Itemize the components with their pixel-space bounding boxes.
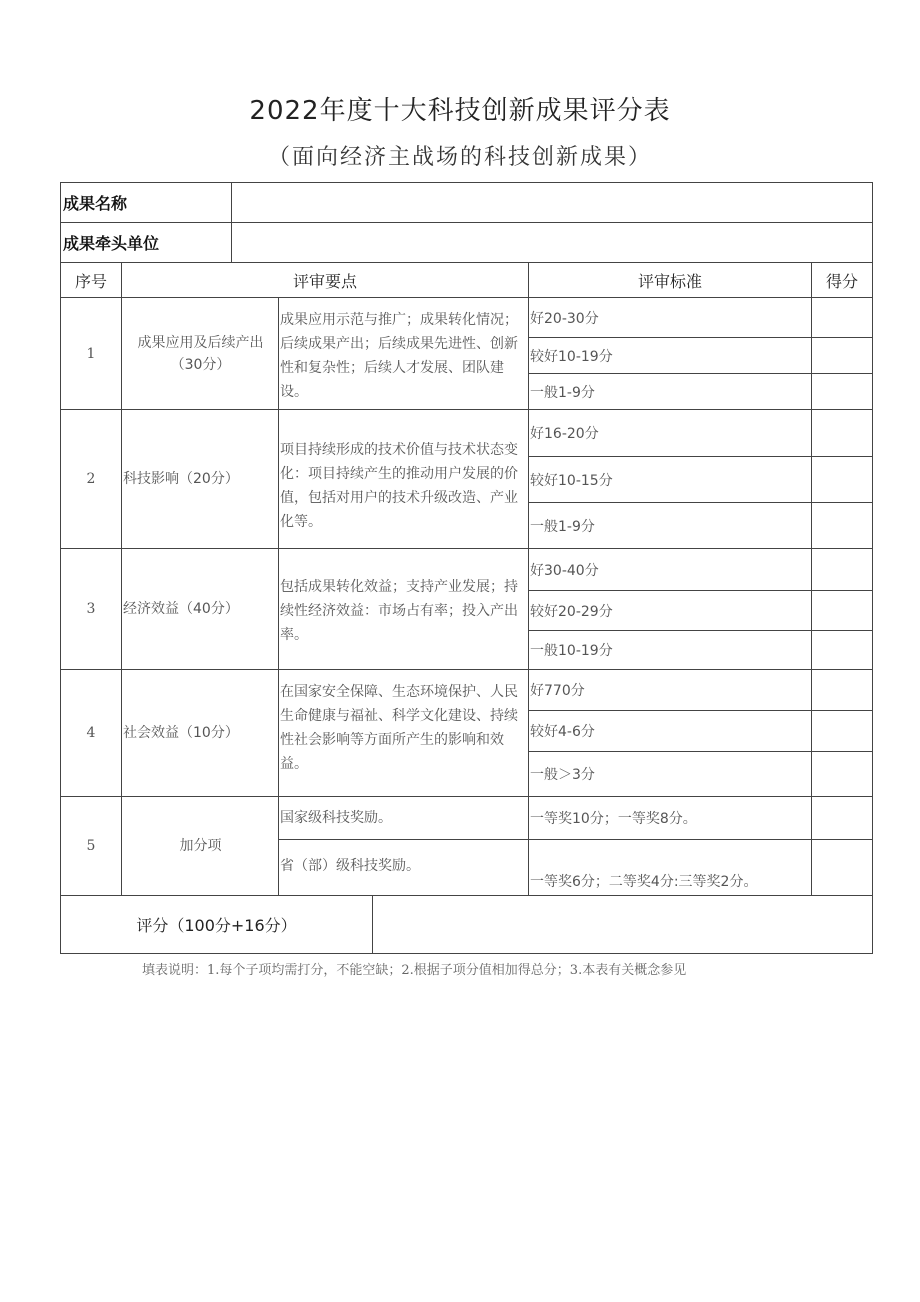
row-seq: 2 [61,410,122,549]
unit-label: 成果牵头单位 [61,223,232,263]
score-cell[interactable] [812,670,873,711]
score-cell[interactable] [812,631,873,670]
name-label: 成果名称 [61,183,232,223]
unit-field[interactable] [232,223,873,263]
criteria-table [60,262,873,896]
score-cell[interactable] [812,797,873,840]
row-seq: 5 [61,797,122,896]
info-row-unit [61,223,873,263]
total-table [60,895,873,954]
row-item: 成果应用及后续产出（30分） [122,298,279,410]
row-seq: 3 [61,549,122,670]
score-cell[interactable] [812,374,873,410]
header-score: 得分 [812,263,873,298]
table-row [61,670,873,711]
total-row [61,896,873,954]
row-desc: 包括成果转化效益；支持产业发展；持续性经济效益：市场占有率；投入产出率。 [279,549,529,670]
score-cell[interactable] [812,711,873,752]
standard-cell: 好770分 [529,670,812,711]
total-field[interactable] [373,896,873,954]
standard-cell: 一等奖6分；二等奖4分:三等奖2分。 [529,840,812,896]
standard-cell: 好16-20分 [529,410,812,457]
header-standard: 评审标准 [529,263,812,298]
standard-cell: 较好10-15分 [529,457,812,503]
score-cell[interactable] [812,410,873,457]
standard-cell: 一般＞3分 [529,752,812,797]
info-row-name [61,183,873,223]
row-desc: 项目持续形成的技术价值与技术状态变化：项目持续产生的推动用户发展的价值，包括对用户的技术升级改造、产业化等。 [279,410,529,549]
name-field[interactable] [232,183,873,223]
row-item: 科技影响（20分） [122,410,279,549]
standard-cell: 较好4-6分 [529,711,812,752]
score-cell[interactable] [812,298,873,338]
scoring-form [60,182,872,954]
standard-cell: 较好20-29分 [529,591,812,631]
total-label: 评分（100分+16分） [61,896,373,954]
row-desc: 在国家安全保障、生态环境保护、人民生命健康与福祉、科学文化建设、持续性社会影响等方面所产生的影响和效益。 [279,670,529,797]
table-row [61,549,873,591]
page-title: 2022年度十大科技创新成果评分表 [249,96,671,126]
row-seq: 1 [61,298,122,410]
header-seq: 序号 [61,263,122,298]
score-cell[interactable] [812,338,873,374]
row-desc: 省（部）级科技奖励。 [279,840,529,896]
standard-cell: 好20-30分 [529,298,812,338]
standard-cell: 好30-40分 [529,549,812,591]
page-subtitle: （面向经济主战场的科技创新成果） [267,145,652,170]
score-cell[interactable] [812,457,873,503]
standard-cell: 一般1-9分 [529,503,812,549]
score-cell[interactable] [812,503,873,549]
row-desc: 成果应用示范与推广；成果转化情况；后续成果产出；后续成果先进性、创新性和复杂性；后续人才发展、团队建设。 [279,298,529,410]
table-row [61,298,873,338]
info-table [60,182,873,263]
fill-instructions: 填表说明：1.每个子项均需打分，不能空缺；2.根据子项分值相加得总分；3.本表有关概念参见 [142,963,687,978]
standard-cell: 一般10-19分 [529,631,812,670]
table-row [61,797,873,840]
score-cell[interactable] [812,549,873,591]
standard-cell: 较好10-19分 [529,338,812,374]
standard-cell: 一等奖10分；一等奖8分。 [529,797,812,840]
row-desc: 国家级科技奖励。 [279,797,529,840]
row-item: 经济效益（40分） [122,549,279,670]
header-row [61,263,873,298]
header-points: 评审要点 [122,263,529,298]
standard-cell: 一般1-9分 [529,374,812,410]
row-item: 加分项 [122,797,279,896]
table-row [61,410,873,457]
row-seq: 4 [61,670,122,797]
score-cell[interactable] [812,840,873,896]
score-cell[interactable] [812,591,873,631]
row-item: 社会效益（10分） [122,670,279,797]
score-cell[interactable] [812,752,873,797]
